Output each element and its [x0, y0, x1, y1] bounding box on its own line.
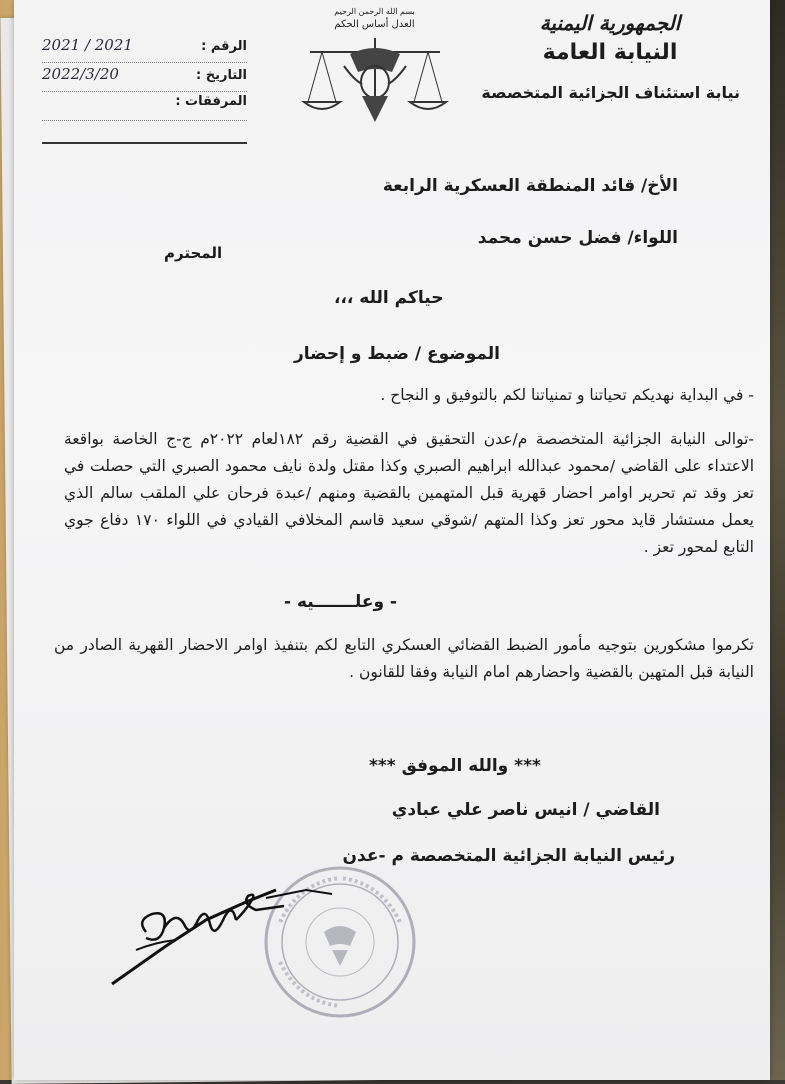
case-paragraph: -توالى النيابة الجزائية المتخصصة م/عدن التحقيق في القضية رقم ١٨٢لعام ٢٠٢٢م ج-ج الخاصة بواقعة الاعتداء على القاضي /محمود عبدالله ابراهيم الصبري وكذا مقتل ولدة نايف محمود الصبري التي حصلت في تعز وقد تم تحرير اوامر احضار قهرية قبل المتهمين بالقضية ومنهم /عبدة فرحان علي الملقب سالم الذي يعمل مستشار قايد محور تعز وكذا المتهم /شوقي سعيد قاسم المخلافي القيادي في اللواء ١٧٠ دفاع جوي التابع لمحور تعز . [64, 430, 755, 556]
emblem-basmala: بسم الله الرحمن الرحيم [334, 7, 415, 16]
authority-name: النيابة العامة [542, 40, 678, 65]
header-divider [42, 142, 247, 144]
date-row [42, 65, 247, 92]
recipient-title: الأخ/ قائد المنطقة العسكرية الرابعة [382, 176, 678, 196]
number-value: 2021 / 2021 [42, 36, 133, 54]
date-label: التاريخ : [196, 68, 247, 83]
letterhead [480, 8, 740, 112]
letter-sheet [14, 0, 770, 1080]
emblem [292, 6, 457, 136]
reference-block [42, 36, 247, 123]
scales-of-justice-icon [300, 32, 450, 128]
attachments-row [42, 94, 247, 121]
country-name: الجمهورية اليمنية [539, 11, 681, 35]
closing-line: *** والله الموفق *** [369, 756, 541, 776]
signer-title: رئيس النيابة الجزائية المتخصصة م -عدن [342, 846, 675, 866]
attachments-label: المرفقات : [175, 94, 247, 109]
emblem-motto: العدل أساس الحكم [334, 19, 415, 30]
number-label: الرقم : [201, 39, 247, 54]
wa-alayh-heading: - وعلـــــــيه - [284, 592, 397, 612]
opening-paragraph: - في البداية نهديكم تحياتنا و تمنياتنا لكم بالتوفيق و النجاح . [380, 386, 754, 404]
number-row [42, 36, 247, 63]
date-value: 2022/3/20 [42, 65, 119, 83]
request-paragraph: تكرموا مشكورين بتوجيه مأمور الضبط القضائي العسكري التابع لكم بتنفيذ اوامر الاحضار القهرية الصادر من النيابة قبل المتهين بالقضية واحضارهم امام النيابة وفقا للقانون . [54, 636, 754, 681]
recipient-name: اللواء/ فضل حسن محمد [477, 228, 678, 248]
subject-line: الموضوع / ضبط و إحضار [294, 344, 500, 364]
honorific: المحترم [164, 244, 223, 262]
handwritten-signature [106, 880, 336, 990]
greeting: حياكم الله ،،، [334, 288, 444, 308]
office-name: نيابة استئناف الجزائية المتخصصة [481, 83, 740, 102]
signer-name: القاضي / انيس ناصر علي عبادي [391, 800, 660, 820]
